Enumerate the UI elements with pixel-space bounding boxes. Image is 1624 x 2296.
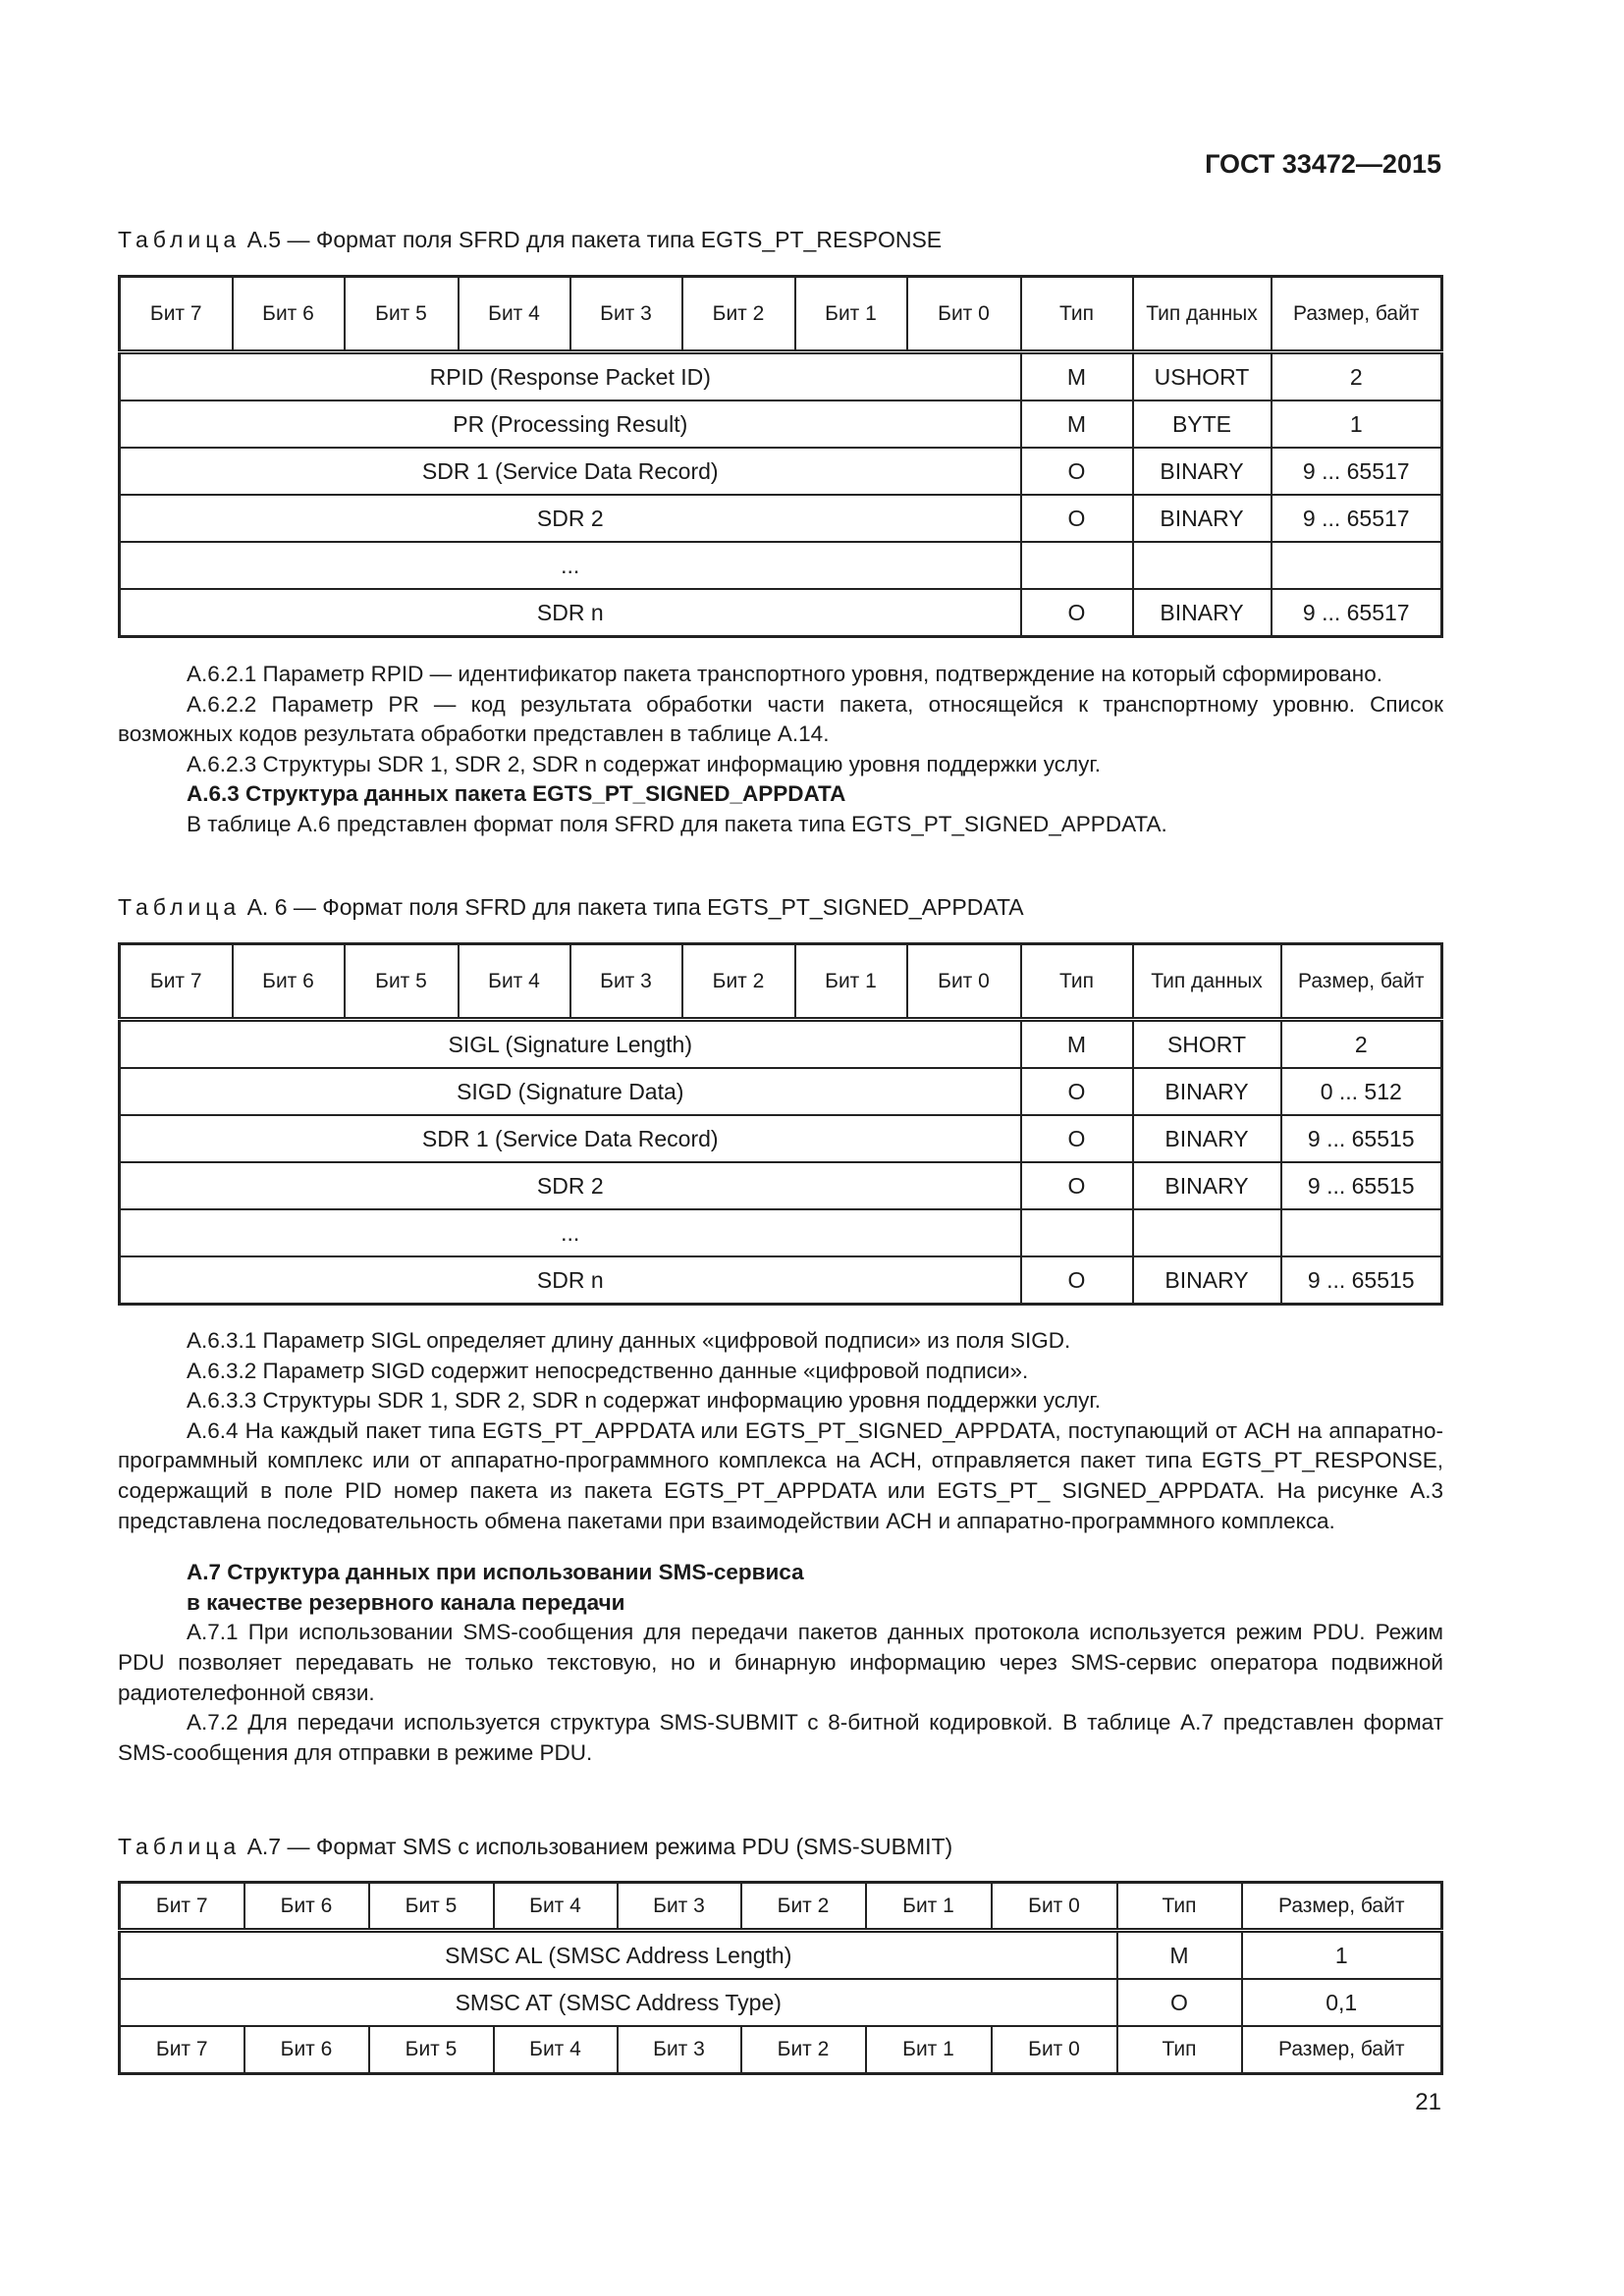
size: 9 ... 65517 bbox=[1272, 448, 1442, 495]
caption-text: А. 6 — Формат поля SFRD для пакета типа EGTS_PT_SIGNED_APPDATA bbox=[246, 894, 1024, 920]
data-type: BINARY bbox=[1133, 495, 1272, 542]
table-a7-caption bbox=[118, 1834, 952, 1860]
table-row bbox=[120, 542, 1442, 589]
paragraph: А.7.2 Для передачи используется структура SMS-SUBMIT с 8-битной кодировкой. В таблице А.7 представлен формат SMS-сообщения для отправки в режиме PDU. bbox=[118, 1710, 1443, 1765]
field-type: M bbox=[1021, 352, 1133, 401]
header-cell: Бит 5 bbox=[345, 277, 459, 352]
field-name: SIGL (Signature Length) bbox=[120, 1020, 1021, 1069]
table-row bbox=[120, 1020, 1442, 1069]
header-cell: Бит 2 bbox=[682, 944, 795, 1020]
field-name: SMSC AL (SMSC Address Length) bbox=[120, 1931, 1117, 1980]
paragraph: А.6.3.1 Параметр SIGL определяет длину данных «цифровой подписи» из поля SIGD. bbox=[187, 1328, 1071, 1353]
header-cell: Бит 1 bbox=[866, 2026, 992, 2074]
header-cell: Бит 3 bbox=[618, 2026, 741, 2074]
size: 9 ... 65517 bbox=[1272, 495, 1442, 542]
section-heading: А.7 Структура данных при использовании SMS-сервиса bbox=[187, 1560, 804, 1585]
header-cell: Бит 0 bbox=[992, 1883, 1117, 1931]
header-cell: Бит 4 bbox=[494, 1883, 618, 1931]
text-block-2 bbox=[118, 1326, 1443, 1768]
table-row bbox=[120, 1931, 1442, 1980]
table-row bbox=[120, 1979, 1442, 2026]
header-cell: Тип данных bbox=[1133, 944, 1281, 1020]
data-type: BINARY bbox=[1133, 1162, 1281, 1209]
table-a5-caption bbox=[118, 227, 942, 253]
header-cell: Бит 7 bbox=[120, 277, 233, 352]
paragraph: А.7.1 При использовании SMS-сообщения для передачи пакетов данных протокола используется режим PDU. Режим PDU позволяет передавать не только текстовую, но и бинарную информацию через SMS-сервис оператора подвижной радиотелефонной связи. bbox=[118, 1620, 1443, 1705]
paragraph: А.6.3.3 Структуры SDR 1, SDR 2, SDR n содержат информацию уровня поддержки услуг. bbox=[187, 1388, 1102, 1414]
size: 2 bbox=[1272, 352, 1442, 401]
caption-prefix: Таблица bbox=[118, 227, 242, 252]
header-cell: Бит 2 bbox=[741, 2026, 866, 2074]
header-cell: Бит 3 bbox=[618, 1883, 741, 1931]
size: 9 ... 65515 bbox=[1281, 1256, 1442, 1305]
header-cell: Бит 2 bbox=[741, 1883, 866, 1931]
caption-prefix: Таблица bbox=[118, 894, 242, 920]
table-row bbox=[120, 589, 1442, 637]
size: 9 ... 65515 bbox=[1281, 1162, 1442, 1209]
field-name: PR (Processing Result) bbox=[120, 400, 1021, 448]
header-cell: Бит 7 bbox=[120, 1883, 244, 1931]
field-type: O bbox=[1117, 1979, 1242, 2026]
header-cell: Бит 1 bbox=[795, 277, 907, 352]
field-name: SDR 2 bbox=[120, 1162, 1021, 1209]
table-a6 bbox=[118, 942, 1443, 1306]
paragraph: А.6.3.2 Параметр SIGD содержит непосредственно данные «цифровой подписи». bbox=[187, 1358, 1029, 1383]
data-type: BYTE bbox=[1133, 400, 1272, 448]
text-block-1 bbox=[118, 660, 1443, 840]
header-cell: Бит 1 bbox=[866, 1883, 992, 1931]
table-row bbox=[120, 1209, 1442, 1256]
header-cell: Бит 6 bbox=[233, 277, 345, 352]
header-cell: Размер, байт bbox=[1242, 2026, 1442, 2074]
size: 9 ... 65515 bbox=[1281, 1115, 1442, 1162]
field-name: SDR n bbox=[120, 589, 1021, 637]
table-row bbox=[120, 1256, 1442, 1305]
caption-prefix: Таблица bbox=[118, 1834, 242, 1859]
table-header-row bbox=[120, 277, 1442, 352]
header-cell: Бит 0 bbox=[907, 277, 1021, 352]
header-cell: Бит 6 bbox=[233, 944, 345, 1020]
table-header-row bbox=[120, 944, 1442, 1020]
field-name: ... bbox=[120, 1209, 1021, 1256]
paragraph: В таблице А.6 представлен формат поля SFRD для пакета типа EGTS_PT_SIGNED_APPDATA. bbox=[187, 811, 1167, 836]
table-row bbox=[120, 400, 1442, 448]
header-cell: Размер, байт bbox=[1272, 277, 1442, 352]
header-cell: Тип bbox=[1117, 1883, 1242, 1931]
table-a7 bbox=[118, 1881, 1443, 2075]
header-cell: Бит 4 bbox=[459, 944, 570, 1020]
header-cell: Бит 4 bbox=[459, 277, 570, 352]
field-type: O bbox=[1021, 495, 1133, 542]
field-type: O bbox=[1021, 589, 1133, 637]
table-row bbox=[120, 1162, 1442, 1209]
header-cell: Тип bbox=[1021, 277, 1133, 352]
header-cell: Бит 1 bbox=[795, 944, 907, 1020]
field-name: SDR 2 bbox=[120, 495, 1021, 542]
size: 0 ... 512 bbox=[1281, 1068, 1442, 1115]
table-row bbox=[120, 1068, 1442, 1115]
document-id: ГОСТ 33472—2015 bbox=[1205, 149, 1441, 179]
data-type: BINARY bbox=[1133, 1068, 1281, 1115]
header-cell: Бит 2 bbox=[682, 277, 795, 352]
field-type: M bbox=[1021, 400, 1133, 448]
header-cell: Бит 5 bbox=[345, 944, 459, 1020]
data-type: BINARY bbox=[1133, 589, 1272, 637]
data-type bbox=[1133, 542, 1272, 589]
section-heading: А.6.3 Структура данных пакета EGTS_PT_SIGNED_APPDATA bbox=[187, 781, 846, 807]
field-name: SDR n bbox=[120, 1256, 1021, 1305]
field-name: RPID (Response Packet ID) bbox=[120, 352, 1021, 401]
paragraph: А.6.2.1 Параметр RPID — идентификатор пакета транспортного уровня, подтверждение на который сформировано. bbox=[187, 662, 1382, 686]
size: 1 bbox=[1242, 1931, 1442, 1980]
header-cell: Бит 7 bbox=[120, 2026, 244, 2074]
header-cell: Тип bbox=[1021, 944, 1133, 1020]
data-type bbox=[1133, 1209, 1281, 1256]
table-row bbox=[120, 352, 1442, 401]
header-cell: Бит 3 bbox=[570, 944, 682, 1020]
data-type: SHORT bbox=[1133, 1020, 1281, 1069]
data-type: BINARY bbox=[1133, 448, 1272, 495]
caption-text: А.7 — Формат SMS с использованием режима PDU (SMS-SUBMIT) bbox=[246, 1834, 953, 1859]
size bbox=[1281, 1209, 1442, 1256]
field-type: O bbox=[1021, 1162, 1133, 1209]
field-type: M bbox=[1021, 1020, 1133, 1069]
header-cell: Бит 6 bbox=[244, 2026, 369, 2074]
size: 1 bbox=[1272, 400, 1442, 448]
size: 0,1 bbox=[1242, 1979, 1442, 2026]
size: 9 ... 65517 bbox=[1272, 589, 1442, 637]
header-cell: Бит 0 bbox=[992, 2026, 1117, 2074]
table-a6-caption bbox=[118, 894, 1024, 921]
page-number: 21 bbox=[1415, 2089, 1441, 2115]
table-row bbox=[120, 495, 1442, 542]
header-cell: Бит 6 bbox=[244, 1883, 369, 1931]
data-type: BINARY bbox=[1133, 1256, 1281, 1305]
field-type: O bbox=[1021, 1068, 1133, 1115]
field-type: O bbox=[1021, 448, 1133, 495]
header-cell: Тип bbox=[1117, 2026, 1242, 2074]
data-type: BINARY bbox=[1133, 1115, 1281, 1162]
field-name: SDR 1 (Service Data Record) bbox=[120, 1115, 1021, 1162]
field-type: O bbox=[1021, 1256, 1133, 1305]
size bbox=[1272, 542, 1442, 589]
field-type bbox=[1021, 542, 1133, 589]
header-cell: Бит 7 bbox=[120, 944, 233, 1020]
section-heading-continued: в качестве резервного канала передачи bbox=[187, 1589, 625, 1615]
header-cell: Бит 4 bbox=[494, 2026, 618, 2074]
header-cell: Размер, байт bbox=[1281, 944, 1442, 1020]
header-cell: Размер, байт bbox=[1242, 1883, 1442, 1931]
table-a5 bbox=[118, 275, 1443, 638]
header-cell: Тип данных bbox=[1133, 277, 1272, 352]
field-name: ... bbox=[120, 542, 1021, 589]
table-row bbox=[120, 448, 1442, 495]
field-type: O bbox=[1021, 1115, 1133, 1162]
field-name: SMSC AT (SMSC Address Type) bbox=[120, 1979, 1117, 2026]
caption-text: А.5 — Формат поля SFRD для пакета типа EGTS_PT_RESPONSE bbox=[246, 227, 943, 252]
size: 2 bbox=[1281, 1020, 1442, 1069]
paragraph: А.6.2.3 Структуры SDR 1, SDR 2, SDR n содержат информацию уровня поддержки услуг. bbox=[187, 751, 1102, 776]
table-footer-header-row bbox=[120, 2026, 1442, 2074]
field-type bbox=[1021, 1209, 1133, 1256]
header-cell: Бит 5 bbox=[369, 2026, 494, 2074]
paragraph: А.6.4 На каждый пакет типа EGTS_PT_APPDATA или EGTS_PT_SIGNED_APPDATA, поступающий от АСН на аппаратно-программный комплекс или от аппаратно-программного комплекса на АСН, отправляется пакет типа EGTS_PT_RESPONSE, содержащий в поле PID номер пакета из пакета EGTS_PT_APPDATA или EGTS_PT_ SIGNED_APPDATA. На рисунке А.3 представлена последовательность обмена пакетами при взаимодействии АСН и аппаратно-программного комплекса. bbox=[118, 1417, 1443, 1533]
field-type: M bbox=[1117, 1931, 1242, 1980]
data-type: USHORT bbox=[1133, 352, 1272, 401]
paragraph: А.6.2.2 Параметр PR — код результата обработки части пакета, относящейся к транспортному уровню. Список возможных кодов результата обработки представлен в таблице А.14. bbox=[118, 691, 1443, 747]
table-row bbox=[120, 1115, 1442, 1162]
header-cell: Бит 0 bbox=[907, 944, 1021, 1020]
field-name: SDR 1 (Service Data Record) bbox=[120, 448, 1021, 495]
header-cell: Бит 3 bbox=[570, 277, 682, 352]
header-cell: Бит 5 bbox=[369, 1883, 494, 1931]
field-name: SIGD (Signature Data) bbox=[120, 1068, 1021, 1115]
table-header-row bbox=[120, 1883, 1442, 1931]
